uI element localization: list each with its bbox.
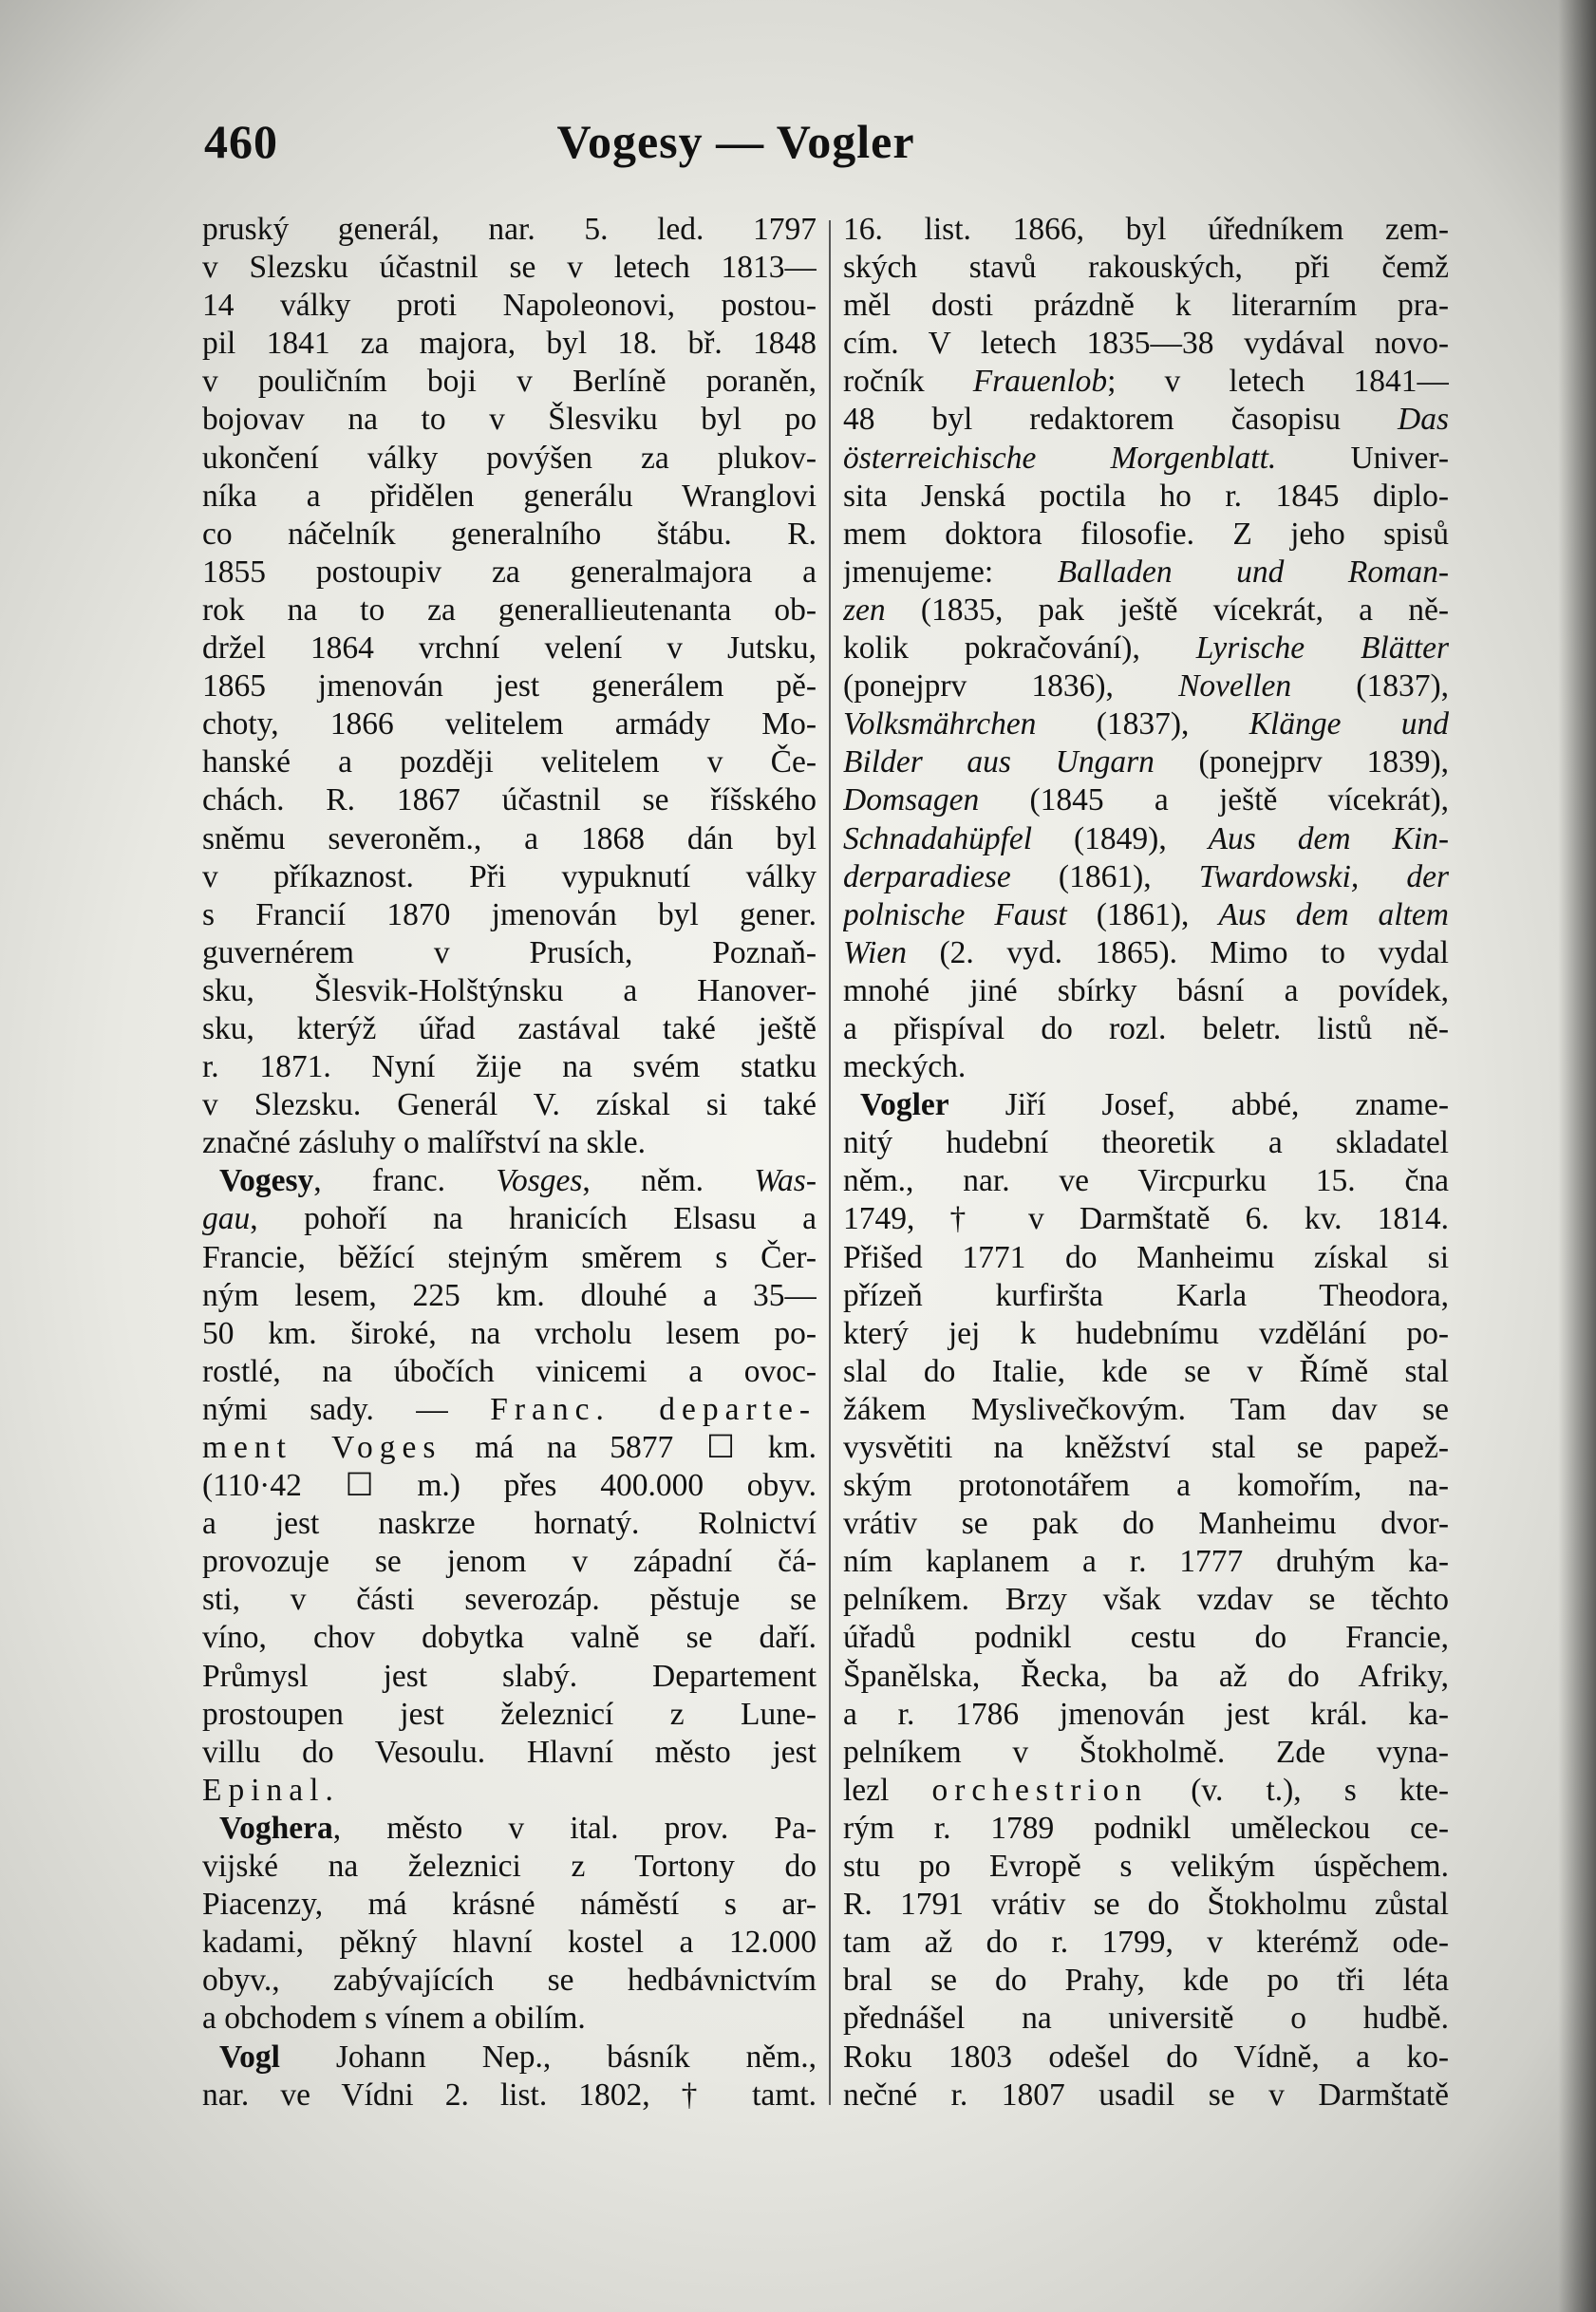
text-line: R. 1791 vrátiv se do Štokholmu zůstal	[843, 1887, 1449, 1923]
text-line: níka a přidělen generálu Wranglovi	[202, 478, 817, 514]
text-line: přednášel na universitě o hudbě.	[843, 2001, 1449, 2037]
text-line: v Slezsku účastnil se v letech 1813—	[202, 250, 817, 286]
text-line	[843, 363, 1449, 401]
text-run-italic: Klänge und	[1249, 706, 1449, 742]
text-line	[202, 1772, 817, 1810]
text-line: Španělska, Řecka, ba až do Afriky,	[843, 1658, 1449, 1694]
text-line: ukončení války povýšen za plukov-	[202, 440, 817, 476]
text-run: (1845 a ještě vícekrát),	[979, 782, 1449, 818]
text-run: , město v ital. prov. Pa-	[332, 1810, 817, 1846]
text-line: stu po Evropě s velikým úspěchem.	[843, 1849, 1449, 1885]
text-line	[843, 1772, 1449, 1810]
text-line: sku, Šlesvik-Holštýnsku a Hanover-	[202, 972, 817, 1008]
text-line: v příkaznost. Při vypuknutí války	[202, 858, 817, 894]
text-line: guvernérem v Prusích, Poznaň-	[202, 934, 817, 970]
text-line: vysvětiti na kněžství stal se papež-	[843, 1430, 1449, 1465]
right-column	[843, 211, 1449, 2115]
text-run: (1837),	[1291, 668, 1449, 705]
running-title: Vogesy — Vogler	[556, 115, 915, 168]
text-run: jmenujeme:	[843, 554, 1058, 590]
text-line: co náčelník generalního štábu. R.	[202, 516, 817, 552]
text-line: držel 1864 vrchní velení v Jutsku,	[202, 630, 817, 667]
text-line: nečné r. 1807 usadil se v Darmštatě	[843, 2077, 1449, 2113]
text-line: meckých.	[843, 1049, 967, 1085]
text-line: sita Jenská poctila ho r. 1845 diplo-	[843, 478, 1449, 514]
text-line: sku, kterýž úřad zastával také ještě	[202, 1010, 817, 1046]
text-run: nými sady. —	[202, 1391, 491, 1427]
text-run: , něm.	[582, 1163, 755, 1199]
page-number: 460	[204, 115, 278, 168]
text-line: v Slezsku. Generál V. získal si také	[202, 1087, 817, 1123]
text-run-italic: gau	[202, 1201, 251, 1237]
text-line	[843, 1086, 1449, 1124]
text-line	[843, 667, 1449, 705]
text-line: kadami, pěkný hlavní kostel a 12.000	[202, 1925, 817, 1961]
text-line	[202, 1162, 817, 1200]
text-line	[843, 705, 1449, 743]
text-line: tam až do r. 1799, v kterémž ode-	[843, 1925, 1449, 1961]
text-line: rostlé, na úbočích vinicemi a ovoc-	[202, 1353, 817, 1389]
text-run-italic: Frauenlob	[972, 364, 1108, 400]
text-line	[843, 440, 1449, 478]
text-run: má na 5877 ☐ km.	[441, 1430, 817, 1465]
entry-vogl-continuation	[843, 211, 1449, 1086]
text-line: vijské na železnici z Tortony do	[202, 1849, 817, 1885]
text-line: rok na to za generallieutenanta ob-	[202, 592, 817, 628]
text-line: něm., nar. ve Vircpurku 15. čna	[843, 1163, 1449, 1199]
text-line: úřadů podnikl cestu do Francie,	[843, 1620, 1449, 1656]
headword: Vogler	[860, 1087, 949, 1123]
text-line	[843, 401, 1449, 439]
text-line: pelníkem v Štokholmě. Zde vyna-	[843, 1734, 1449, 1770]
text-line: Francie, běžící stejným směrem s Čer-	[202, 1239, 817, 1275]
text-line	[202, 1200, 817, 1238]
text-run: , franc.	[313, 1163, 497, 1199]
text-line: víno, chov dobytka valně se daří.	[202, 1620, 817, 1656]
text-line	[843, 592, 1449, 630]
text-run: ; v letech 1841—	[1107, 364, 1449, 400]
text-run: 48 byl redaktorem časopisu	[843, 402, 1399, 438]
text-line: obyv., zabývajících se hedbávnictvím	[202, 1963, 817, 1999]
text-line: 1865 jmenován jest generálem pě-	[202, 668, 817, 705]
text-line: a přispíval do rozl. beletr. listů ně-	[843, 1010, 1449, 1046]
text-line: hanské a později velitelem v Če-	[202, 744, 817, 780]
text-run: (1849),	[1032, 820, 1209, 856]
text-line: pruský generál, nar. 5. led. 1797	[202, 212, 817, 247]
text-line: Piacenzy, má krásné náměstí s ar-	[202, 1887, 817, 1923]
text-line: vrátiv se pak do Manheimu dvor-	[843, 1506, 1449, 1542]
text-line: (110·42 ☐ m.) přes 400.000 obyv.	[202, 1468, 817, 1504]
text-run-italic: Was-	[754, 1163, 817, 1199]
text-line: žákem Myslivečkovým. Tam dav se	[843, 1391, 1449, 1427]
text-line: značné zásluhy o malířství na skle.	[202, 1125, 646, 1161]
text-run-italic: Lyrische Blätter	[1195, 630, 1449, 667]
text-line: slal do Italie, kde se v Římě stal	[843, 1353, 1449, 1389]
text-line: ským protonotářem a komořím, na-	[843, 1468, 1449, 1504]
text-line: nar. ve Vídni 2. list. 1802, † tamt.	[202, 2077, 817, 2113]
text-run-spaced: Franc. departe-	[490, 1391, 817, 1427]
text-line: mnohé jiné sbírky básní a povídek,	[843, 972, 1449, 1008]
text-line: rým r. 1789 podnikl uměleckou ce-	[843, 1810, 1449, 1846]
text-line	[843, 858, 1449, 896]
text-run-spaced: Epinal.	[202, 1772, 340, 1808]
text-line: přízeň kurfiršta Karla Theodora,	[843, 1277, 1449, 1313]
entry-vogl	[202, 2039, 817, 2115]
text-run-italic: Domsagen	[843, 782, 980, 818]
text-run: Johann Nep., básník něm.,	[279, 2039, 817, 2075]
text-run-italic: Wien	[843, 934, 907, 970]
text-line: který jej k hudebnímu vzdělání po-	[843, 1315, 1449, 1351]
text-line	[202, 1391, 817, 1429]
text-line: bral se do Prahy, kde po tři léta	[843, 1963, 1449, 1999]
text-line: ným lesem, 225 km. dlouhé a 35—	[202, 1277, 817, 1313]
text-line: s Francií 1870 jmenován byl gener.	[202, 896, 817, 932]
headword: Vogesy	[219, 1163, 314, 1199]
text-run-italic: Aus dem altem	[1218, 896, 1449, 932]
text-run-italic: Novellen	[1178, 668, 1292, 705]
text-run: (ponejprv 1839),	[1154, 744, 1449, 780]
text-line	[843, 630, 1449, 667]
text-line: a r. 1786 jmenován jest král. ka-	[843, 1696, 1449, 1732]
text-run: (1835, pak ještě vícekrát, a ně-	[885, 592, 1449, 628]
entry-voghera	[202, 1810, 817, 2039]
text-line	[202, 1810, 817, 1848]
text-line: 50 km. široké, na vrcholu lesem po-	[202, 1315, 817, 1351]
text-line: Průmysl jest slabý. Departement	[202, 1658, 817, 1694]
text-run: (ponejprv 1836),	[843, 668, 1179, 705]
page-header	[204, 104, 1429, 171]
text-run: (v. t.), s kte-	[1148, 1772, 1449, 1808]
text-line	[843, 554, 1449, 592]
text-run-italic: Bilder aus Ungarn	[843, 744, 1155, 780]
text-line	[843, 896, 1449, 934]
text-run-italic: zen	[843, 592, 886, 628]
text-line: a obchodem s vínem a obilím.	[202, 2001, 586, 2037]
text-run-italic: Das	[1398, 402, 1449, 438]
text-run: (1861),	[1010, 858, 1199, 894]
text-run-italic: Volksmährchen	[843, 706, 1037, 742]
text-run: Univer-	[1276, 440, 1449, 476]
text-run: (1861),	[1066, 896, 1219, 932]
text-line: bojovav na to v Šlesviku byl po	[202, 402, 817, 438]
text-line	[202, 1429, 817, 1467]
text-run-italic: Aus dem Kin-	[1208, 820, 1449, 856]
text-line	[843, 781, 1449, 819]
text-line	[843, 743, 1449, 781]
headword: Voghera	[219, 1810, 333, 1846]
headword: Vogl	[219, 2039, 280, 2075]
text-run-spaced: orchestrion	[931, 1772, 1149, 1808]
entry-vogesy	[202, 1162, 817, 1810]
text-line: 1855 postoupiv za generalmajora a	[202, 554, 817, 590]
text-run: , pohoří na hranicích Elsasu a	[250, 1201, 817, 1237]
text-line: sněmu severoněm., a 1868 dán byl	[202, 820, 817, 856]
text-line: chách. R. 1867 účastnil se říšského	[202, 782, 817, 818]
text-line: Přišed 1771 do Manheimu získal si	[843, 1239, 1449, 1275]
left-column	[202, 211, 817, 2115]
text-line: pil 1841 za majora, byl 18. bř. 1848	[202, 326, 817, 362]
text-line: ských stavů rakouských, při čemž	[843, 250, 1449, 286]
text-line: prostoupen jest železnicí z Lune-	[202, 1696, 817, 1732]
text-run-italic: Twardowski, der	[1198, 858, 1449, 894]
text-run: kolik pokračování),	[843, 630, 1196, 667]
entry-continuation	[202, 211, 817, 1162]
text-line	[202, 2039, 817, 2077]
text-line: sti, v části severozáp. pěstuje se	[202, 1582, 817, 1618]
text-run-italic: österreichische Morgenblatt.	[843, 440, 1277, 476]
text-run-italic: derparadiese	[843, 858, 1011, 894]
text-line: cím. V letech 1835—38 vydával novo-	[843, 326, 1449, 362]
text-line: villu do Vesoulu. Hlavní město jest	[202, 1734, 817, 1770]
text-run: (1837),	[1036, 706, 1249, 742]
text-run: lezl	[843, 1772, 932, 1808]
text-line: nitý hudební theoretik a skladatel	[843, 1125, 1449, 1161]
text-run-italic: Vosges	[496, 1163, 583, 1199]
text-line: měl dosti prázdně k literarním pra-	[843, 288, 1449, 324]
text-run-italic: Schnadahüpfel	[843, 820, 1033, 856]
text-line: ním kaplanem a r. 1777 druhým ka-	[843, 1544, 1449, 1580]
text-line: mem doktora filosofie. Z jeho spisů	[843, 516, 1449, 552]
text-run-italic: Balladen und Roman-	[1057, 554, 1449, 590]
column-divider	[829, 220, 831, 2105]
entry-vogler	[843, 1086, 1449, 2115]
text-line: a jest naskrze hornatý. Rolnictví	[202, 1506, 817, 1542]
text-run: Jiří Josef, abbé, zname-	[948, 1087, 1449, 1123]
text-line: 1749, † v Darmštatě 6. kv. 1814.	[843, 1201, 1449, 1237]
text-line: v pouličním boji v Berlíně poraněn,	[202, 364, 817, 400]
text-line: Roku 1803 odešel do Vídně, a ko-	[843, 2039, 1449, 2075]
text-line: 16. list. 1866, byl úředníkem zem-	[843, 212, 1449, 247]
text-line: 14 války proti Napoleonovi, postou-	[202, 288, 817, 324]
text-line: choty, 1866 velitelem armády Mo-	[202, 706, 817, 742]
text-run: (2. vyd. 1865). Mimo to vydal	[906, 934, 1449, 970]
text-run-italic: polnische Faust	[843, 896, 1067, 932]
text-line: r. 1871. Nyní žije na svém statku	[202, 1049, 817, 1085]
text-run: ročník	[843, 364, 973, 400]
text-line: provozuje se jenom v západní čá-	[202, 1544, 817, 1580]
text-run-spaced: ment Voges	[202, 1430, 442, 1465]
text-line	[843, 934, 1449, 972]
text-line	[843, 820, 1449, 858]
text-line: pelníkem. Brzy však vzdav se těchto	[843, 1582, 1449, 1618]
